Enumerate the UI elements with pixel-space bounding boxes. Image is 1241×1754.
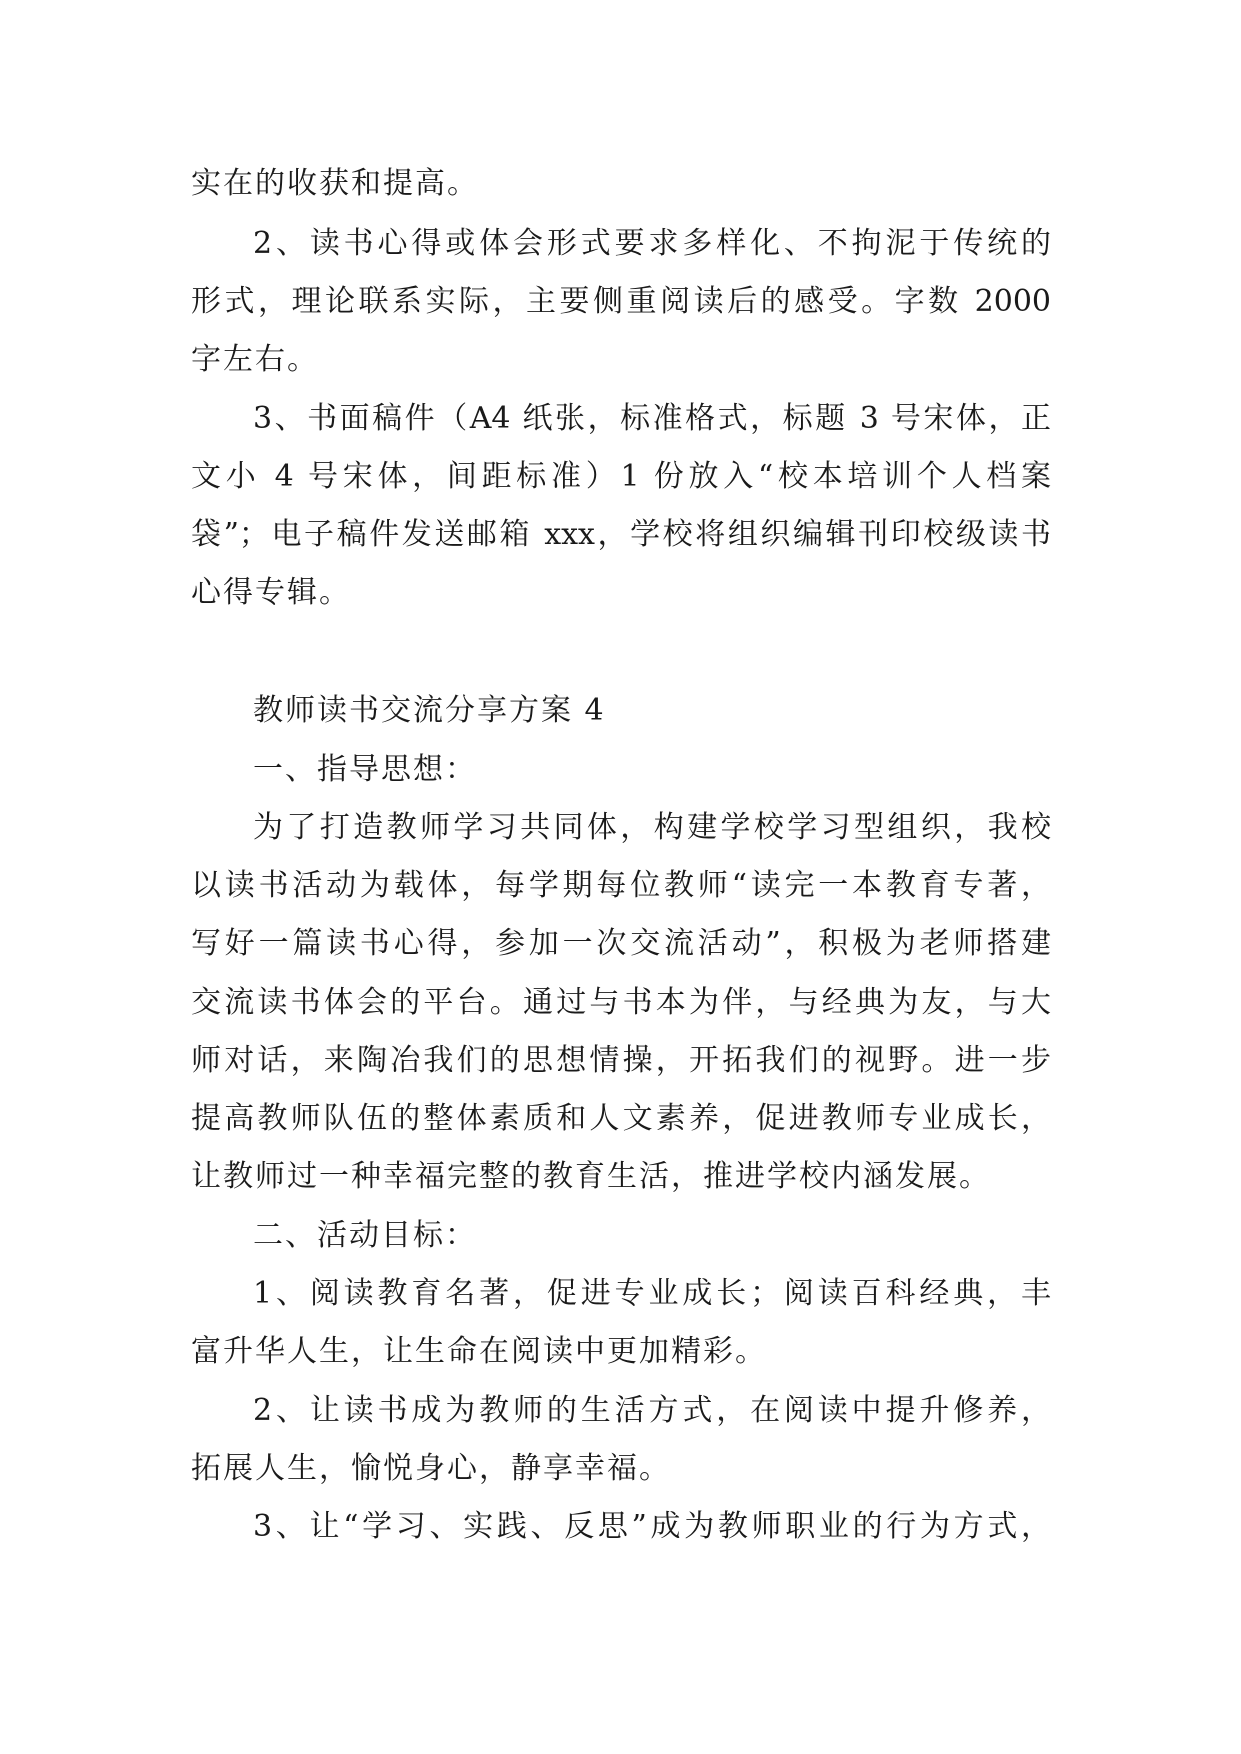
paragraph-line: 1、阅读教育名著，促进专业成长；阅读百科经典，丰: [253, 1276, 1051, 1311]
paragraph-line: 交流读书体会的平台。通过与书本为伴，与经典为友，与大: [191, 985, 1051, 1020]
paragraph-line: 以读书活动为载体，每学期每位教师“读完一本教育专著，: [191, 868, 1051, 903]
paragraph-line: 3、让“学习、实践、反思”成为教师职业的行为方式，: [253, 1509, 1051, 1544]
paragraph-line: 2、读书心得或体会形式要求多样化、不拘泥于传统的: [253, 226, 1051, 261]
section-title: 教师读书交流分享方案 4: [253, 693, 606, 728]
section-heading: 一、指导思想：: [253, 752, 477, 787]
paragraph-line: 文小 4 号宋体，间距标准）1 份放入“校本培训个人档案: [191, 459, 1051, 494]
paragraph-line: 形式，理论联系实际，主要侧重阅读后的感受。字数 2000: [191, 284, 1051, 319]
paragraph-line: 心得专辑。: [191, 575, 351, 610]
paragraph-line: 师对话，来陶冶我们的思想情操，开拓我们的视野。进一步: [191, 1043, 1051, 1078]
section-heading: 二、活动目标：: [253, 1218, 477, 1253]
paragraph-line: 袋”；电子稿件发送邮箱 xxx，学校将组织编辑刊印校级读书: [191, 517, 1051, 552]
paragraph-line: 写好一篇读书心得，参加一次交流活动”，积极为老师搭建: [191, 926, 1051, 961]
paragraph-line: 富升华人生，让生命在阅读中更加精彩。: [191, 1334, 767, 1369]
paragraph-line: 2、让读书成为教师的生活方式，在阅读中提升修养，: [253, 1393, 1051, 1428]
paragraph-line: 拓展人生，愉悦身心，静享幸福。: [191, 1451, 671, 1486]
paragraph-line: 字左右。: [191, 342, 319, 377]
paragraph-line: 为了打造教师学习共同体，构建学校学习型组织，我校: [253, 810, 1051, 845]
paragraph-line: 提高教师队伍的整体素质和人文素养，促进教师专业成长，: [191, 1101, 1051, 1136]
paragraph-line: 3、书面稿件（A4 纸张，标准格式，标题 3 号宋体，正: [253, 401, 1051, 436]
paragraph-line: 实在的收获和提高。: [191, 166, 479, 201]
paragraph-line: 让教师过一种幸福完整的教育生活，推进学校内涵发展。: [191, 1159, 991, 1194]
